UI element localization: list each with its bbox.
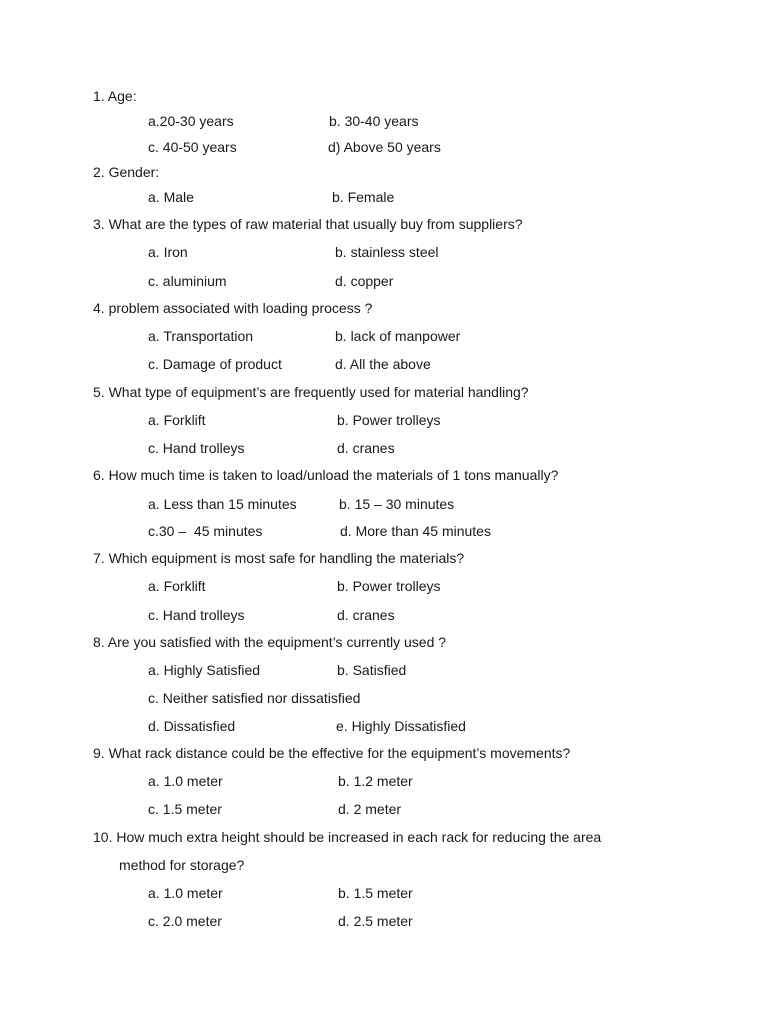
option-9d: d. 2 meter bbox=[338, 801, 402, 817]
option-10a: a. 1.0 meter bbox=[148, 885, 223, 901]
question-4: 4. problem associated with loading process ? bbox=[93, 300, 373, 316]
option-2a: a. Male bbox=[148, 189, 194, 205]
option-8d: d. Dissatisfied bbox=[148, 718, 236, 734]
option-4d: d. All the above bbox=[335, 356, 431, 372]
option-7c: c. Hand trolleys bbox=[148, 607, 245, 623]
option-9a: a. 1.0 meter bbox=[148, 773, 223, 789]
question-5: 5. What type of equipment’s are frequently used for material handling? bbox=[93, 384, 529, 400]
option-7a: a. Forklift bbox=[148, 578, 206, 594]
question-10-continued: method for storage? bbox=[119, 857, 245, 873]
option-1c: c. 40-50 years bbox=[148, 139, 237, 155]
question-2: 2. Gender: bbox=[93, 164, 160, 180]
option-8e: e. Highly Dissatisfied bbox=[336, 718, 466, 734]
option-5d: d. cranes bbox=[337, 440, 395, 456]
option-3d: d. copper bbox=[335, 273, 394, 289]
option-9b: b. 1.2 meter bbox=[338, 773, 413, 789]
option-4a: a. Transportation bbox=[148, 328, 254, 344]
question-3: 3. What are the types of raw material that usually buy from suppliers? bbox=[93, 216, 523, 232]
option-9c: c. 1.5 meter bbox=[148, 801, 222, 817]
option-8a: a. Highly Satisfied bbox=[148, 662, 261, 678]
option-7b: b. Power trolleys bbox=[337, 578, 441, 594]
option-1d: d) Above 50 years bbox=[328, 139, 441, 155]
question-8: 8. Are you satisfied with the equipment’s currently used ? bbox=[93, 634, 447, 650]
option-2b: b. Female bbox=[332, 189, 395, 205]
option-6a: a. Less than 15 minutes bbox=[148, 496, 297, 512]
option-4c: c. Damage of product bbox=[148, 356, 282, 372]
option-7d: d. cranes bbox=[337, 607, 395, 623]
option-3b: b. stainless steel bbox=[335, 244, 439, 260]
option-6b: b. 15 – 30 minutes bbox=[339, 496, 455, 512]
option-10c: c. 2.0 meter bbox=[148, 913, 222, 929]
option-3c: c. aluminium bbox=[148, 273, 227, 289]
question-6: 6. How much time is taken to load/unload the materials of 1 tons manually? bbox=[93, 467, 559, 483]
option-8b: b. Satisfied bbox=[337, 662, 407, 678]
option-10b: b. 1.5 meter bbox=[338, 885, 413, 901]
option-1a: a.20-30 years bbox=[148, 113, 234, 129]
question-1: 1. Age: bbox=[93, 88, 137, 104]
question-10: 10. How much extra height should be increased in each rack for reducing the area bbox=[93, 829, 602, 845]
question-7: 7. Which equipment is most safe for handling the materials? bbox=[93, 550, 465, 566]
option-5c: c. Hand trolleys bbox=[148, 440, 245, 456]
option-6c: c.30 – 45 minutes bbox=[148, 523, 263, 539]
option-5a: a. Forklift bbox=[148, 412, 206, 428]
option-4b: b. lack of manpower bbox=[335, 328, 461, 344]
option-6d: d. More than 45 minutes bbox=[340, 523, 491, 539]
question-9: 9. What rack distance could be the effective for the equipment’s movements? bbox=[93, 745, 571, 761]
option-5b: b. Power trolleys bbox=[337, 412, 441, 428]
option-10d: d. 2.5 meter bbox=[338, 913, 413, 929]
option-8c: c. Neither satisfied nor dissatisfied bbox=[148, 690, 361, 706]
option-3a: a. Iron bbox=[148, 244, 188, 260]
option-1b: b. 30-40 years bbox=[329, 113, 419, 129]
